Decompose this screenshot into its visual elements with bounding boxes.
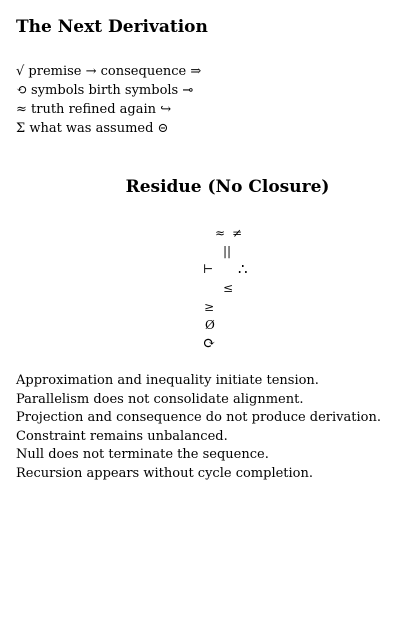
less-equal-symbol: ≤ [223, 281, 234, 295]
note-line: Constraint remains unbalanced. [16, 428, 228, 444]
derivation-line: ≈ truth refined again ↪ [16, 102, 172, 117]
derivation-line: √ premise → consequence ⇒ [16, 64, 202, 79]
note-line: Parallelism does not consolidate alignment. [16, 391, 304, 407]
not-equal-symbol: ≠ [232, 226, 243, 240]
approx-symbol: ≈ [215, 226, 226, 240]
residue-notes [16, 372, 381, 484]
note-line: Recursion appears without cycle completion. [16, 465, 314, 481]
page-title: The Next Derivation [16, 17, 208, 37]
derivation-line: Σ what was assumed ⊝ [16, 121, 169, 136]
parallel-symbol: || [223, 244, 232, 258]
derivation-lines [16, 62, 201, 138]
derivation-line: ⟲ symbols birth symbols ⊸ [16, 83, 194, 98]
note-line: Approximation and inequality initiate tension. [16, 373, 319, 388]
cycle-symbol: ⟳ [203, 334, 216, 352]
note-line: Projection and consequence do not produce derivation. [16, 410, 381, 426]
residue-title: Residue (No Closure) [125, 177, 330, 197]
turnstile-symbol: ⊢ [203, 262, 214, 276]
greater-equal-symbol: ≥ [204, 300, 215, 314]
note-line: Null does not terminate the sequence. [16, 447, 269, 463]
empty-set-symbol: Ø [205, 318, 215, 332]
therefore-symbol: ∴ [238, 260, 248, 278]
